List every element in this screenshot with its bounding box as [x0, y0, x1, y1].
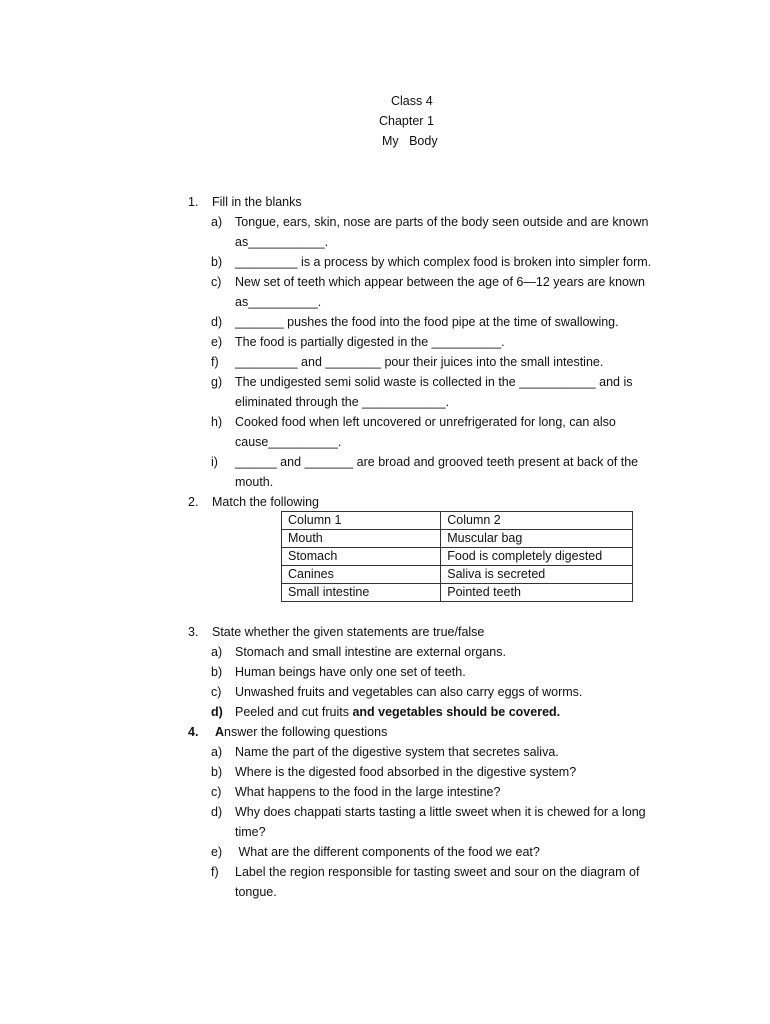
list-item: [0, 702, 770, 722]
table-row: [282, 530, 633, 548]
table-cell: Muscular bag: [441, 530, 633, 548]
list-item: [0, 412, 770, 432]
item-text: [235, 702, 560, 722]
item-text: cause__________.: [235, 435, 342, 449]
list-item: [0, 272, 770, 292]
item-marker: f): [211, 865, 219, 879]
item-text: What are the different components of the food we eat?: [235, 845, 540, 859]
item-text: The undigested semi solid waste is collected in the ___________ and is: [235, 375, 633, 389]
section-number: 4.: [188, 725, 199, 739]
section-title: Match the following: [212, 495, 320, 509]
list-item: [0, 682, 770, 702]
item-text: Unwashed fruits and vegetables can also carry eggs of worms.: [235, 685, 583, 699]
item-text: time?: [235, 825, 266, 839]
item-text: Stomach and small intestine are external organs.: [235, 645, 506, 659]
list-item-continuation: [0, 472, 770, 492]
item-marker: d): [211, 805, 223, 819]
table-cell: Small intestine: [282, 584, 441, 602]
table-cell: Canines: [282, 566, 441, 584]
item-text: Tongue, ears, skin, nose are parts of the body seen outside and are known: [235, 215, 649, 229]
item-text: as__________.: [235, 295, 322, 309]
item-text: _________ is a process by which complex food is broken into simpler form.: [235, 255, 652, 269]
table-cell: Stomach: [282, 548, 441, 566]
column-header: Column 2: [441, 512, 633, 530]
list-item-continuation: [0, 392, 770, 412]
list-item-continuation: [0, 232, 770, 252]
item-text: Human beings have only one set of teeth.: [235, 665, 466, 679]
list-item: [0, 762, 770, 782]
item-marker: c): [211, 785, 222, 799]
item-marker: c): [211, 685, 222, 699]
list-item: [0, 452, 770, 472]
table-cell: Mouth: [282, 530, 441, 548]
list-item-continuation: [0, 292, 770, 312]
item-marker: a): [211, 645, 223, 659]
list-item: [0, 802, 770, 822]
class-heading: Class 4: [391, 94, 433, 108]
item-text: Cooked food when left uncovered or unrefrigerated for long, can also: [235, 415, 616, 429]
item-marker: c): [211, 275, 222, 289]
list-item-continuation: [0, 822, 770, 842]
item-text: _______ pushes the food into the food pipe at the time of swallowing.: [235, 315, 619, 329]
item-text: tongue.: [235, 885, 277, 899]
item-marker: d): [211, 315, 223, 329]
section-title-rest: nswer the following questions: [224, 725, 388, 739]
item-marker: e): [211, 845, 223, 859]
item-marker: h): [211, 415, 223, 429]
table-cell: Food is completely digested: [441, 548, 633, 566]
item-marker: d): [211, 705, 223, 719]
item-text: Why does chappati starts tasting a little sweet when it is chewed for a long: [235, 805, 646, 819]
column-header: Column 1: [282, 512, 441, 530]
section-title: [215, 722, 387, 742]
item-marker: a): [211, 215, 223, 229]
list-item-continuation: [0, 432, 770, 452]
item-text: mouth.: [235, 475, 274, 489]
list-item: [0, 782, 770, 802]
item-marker: b): [211, 665, 223, 679]
list-item-continuation: [0, 882, 770, 902]
item-marker: i): [211, 455, 218, 469]
list-item: [0, 252, 770, 272]
section-title: State whether the given statements are true/false: [212, 625, 485, 639]
section-number: 1.: [188, 195, 199, 209]
match-table: [281, 511, 633, 602]
section-number: 3.: [188, 625, 199, 639]
table-row: [282, 548, 633, 566]
page-title: My Body: [382, 134, 438, 148]
section-4-heading: [0, 722, 770, 742]
chapter-heading: Chapter 1: [379, 114, 434, 128]
item-text: as___________.: [235, 235, 329, 249]
item-marker: b): [211, 255, 223, 269]
item-text: _________ and ________ pour their juices into the small intestine.: [235, 355, 604, 369]
list-item: [0, 862, 770, 882]
item-text: eliminated through the ____________.: [235, 395, 450, 409]
item-text: What happens to the food in the large intestine?: [235, 785, 501, 799]
list-item: [0, 842, 770, 862]
section-title: Fill in the blanks: [212, 195, 302, 209]
section-number: 2.: [188, 495, 199, 509]
section-3-heading: [0, 622, 770, 642]
table-row: [282, 566, 633, 584]
table-cell: Pointed teeth: [441, 584, 633, 602]
section-2-heading: [0, 492, 770, 512]
item-marker: a): [211, 745, 223, 759]
table-cell: Saliva is secreted: [441, 566, 633, 584]
item-marker: e): [211, 335, 223, 349]
section-1-heading: [0, 192, 770, 212]
list-item: [0, 212, 770, 232]
list-item: [0, 312, 770, 332]
table-header-row: [282, 512, 633, 530]
item-marker: f): [211, 355, 219, 369]
list-item: [0, 742, 770, 762]
item-text-normal: Peeled and cut fruits: [235, 705, 353, 719]
list-item: [0, 332, 770, 352]
item-text: Label the region responsible for tasting sweet and sour on the diagram of: [235, 865, 640, 879]
item-text: New set of teeth which appear between the age of 6—12 years are known: [235, 275, 645, 289]
list-item: [0, 372, 770, 392]
item-text: The food is partially digested in the __________.: [235, 335, 505, 349]
item-marker: g): [211, 375, 223, 389]
list-item: [0, 352, 770, 372]
item-text: ______ and _______ are broad and grooved teeth present at back of the: [235, 455, 639, 469]
list-item: [0, 662, 770, 682]
item-marker: b): [211, 765, 223, 779]
item-text: Where is the digested food absorbed in the digestive system?: [235, 765, 577, 779]
item-text: Name the part of the digestive system that secretes saliva.: [235, 745, 559, 759]
table-row: [282, 584, 633, 602]
item-text-bold: and vegetables should be covered.: [352, 705, 561, 719]
section-title-initial: A: [215, 725, 225, 739]
list-item: [0, 642, 770, 662]
